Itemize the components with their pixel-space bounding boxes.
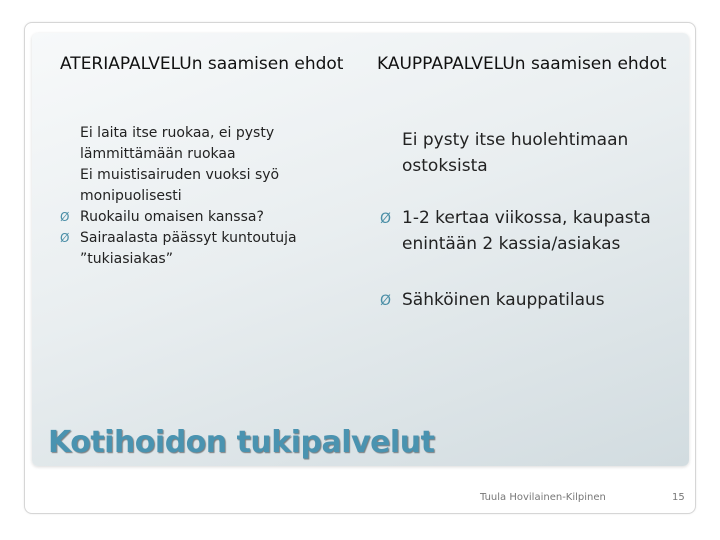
list-item (60, 228, 360, 270)
list-item-text: Ei muistisairuden vuoksi syö monipuolisesti (80, 167, 280, 204)
left-column-heading: ATERIAPALVELUn saamisen ehdot (60, 54, 344, 74)
list-item (380, 205, 670, 257)
page-number: 15 (672, 492, 685, 503)
list-item (380, 127, 670, 179)
list-item-text: Ei laita itse ruokaa, ei pysty lämmittämään ruokaa (80, 125, 275, 162)
slide-title: Kotihoidon tukipalvelut (48, 425, 435, 460)
right-bullet-list (380, 127, 670, 313)
list-item-text: Ei pysty itse huolehtimaan ostoksista (402, 130, 629, 176)
list-item (380, 287, 670, 313)
list-item (60, 123, 360, 165)
list-item-text: 1-2 kertaa viikossa, kaupasta enintään 2 kassia/asiakas (402, 208, 651, 254)
list-item-text: Ruokailu omaisen kanssa? (80, 209, 264, 225)
list-item-text: Sähköinen kauppatilaus (402, 290, 605, 310)
check-arrow-bullet-icon: Ø (380, 211, 392, 227)
right-column-heading: KAUPPAPALVELUn saamisen ehdot (377, 54, 667, 74)
check-arrow-bullet-icon: Ø (380, 293, 392, 309)
check-arrow-bullet-icon: Ø (60, 210, 70, 224)
list-item-text: Sairaalasta päässyt kuntoutuja ”tukiasiakas” (80, 230, 297, 267)
check-arrow-bullet-icon: Ø (60, 231, 70, 245)
left-bullet-list (60, 123, 360, 270)
list-item (60, 207, 360, 228)
list-item (60, 165, 360, 207)
author-footer: Tuula Hovilainen-Kilpinen (480, 492, 606, 503)
